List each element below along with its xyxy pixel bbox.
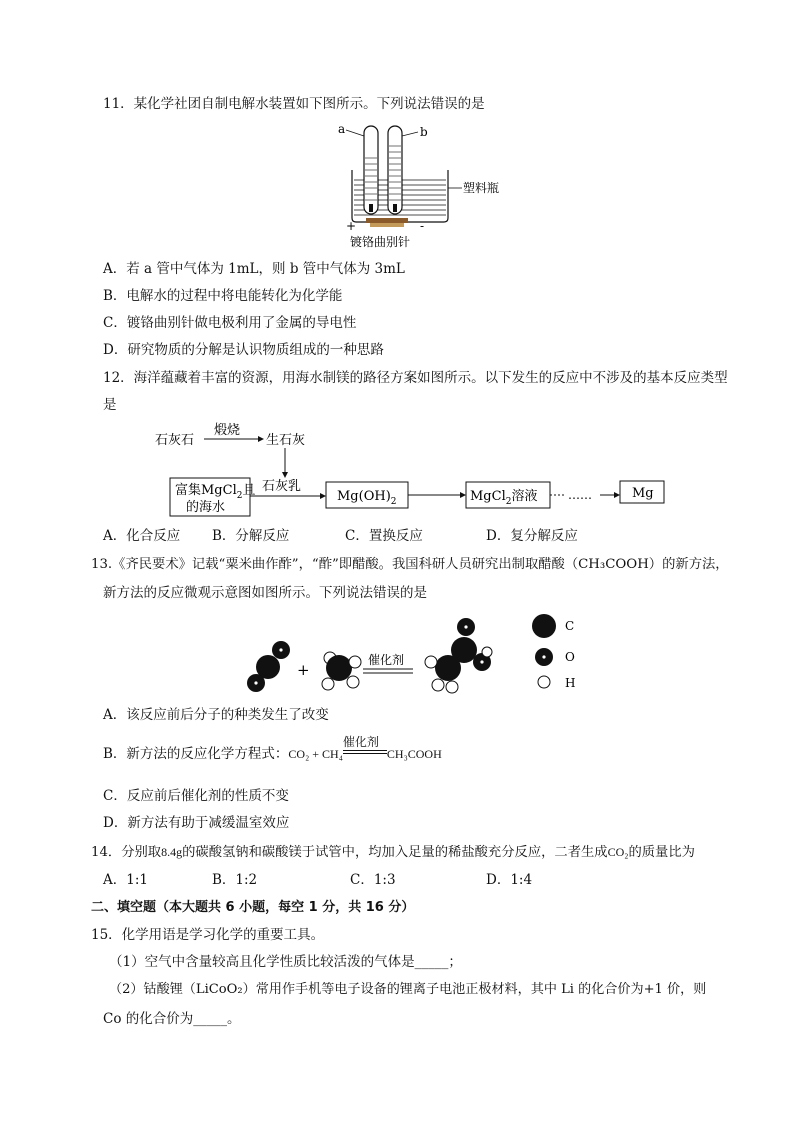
q14-option-c: C．1:3 [350, 872, 396, 888]
equation-right: CH₃COOH [386, 747, 442, 761]
q12-stem-line1: 12．海洋蕴藏着丰富的资源，用海水制镁的路径方案如图所示。以下发生的反应中不涉及的基本反应类型 [103, 370, 728, 386]
equation-arrow [342, 735, 387, 763]
seawater-and: 且 [242, 483, 256, 498]
mgoh-sub: 2 [390, 497, 397, 507]
q15-sub2-line1: （2）钴酸锂（LiCoO₂）常用作手机等电子设备的锂离子电池正极材料，其中 Li 的化合价为+1 价，则 [109, 982, 707, 997]
q13-option-b [103, 735, 442, 763]
q14-option-b: B．1:2 [212, 872, 258, 888]
mgcl2-tail: 溶液 [511, 489, 538, 504]
mgcl2-sub: 2 [505, 497, 512, 507]
q15-sub2-line2: Co 的化合价为_____。 [103, 1011, 241, 1027]
q14-stem-part1: 14．分别取 [91, 845, 162, 860]
q11-stem: 11．某化学社团自制电解水装置如下图所示。下列说法错误的是 [103, 96, 485, 112]
tube-b-label: b [420, 125, 428, 139]
catalyst-label: 催化剂 [368, 653, 405, 667]
equation-left: CO₂ + CH₄ [288, 747, 343, 761]
q15-sub1: （1）空气中含量较高且化学性质比较活泼的气体是_____； [109, 954, 462, 970]
q13-option-a: A．该反应前后分子的种类发生了改变 [103, 707, 329, 723]
seawater-line3: 的海水 [186, 500, 226, 515]
calcine-label: 煅烧 [214, 423, 241, 438]
seawater-line1: 富集MgCl [175, 483, 237, 498]
q14-stem-part2: 的碳酸氢钠和碳酸镁于试管中，均加入足量的稀盐酸充分反应，二者生成 [182, 845, 608, 860]
legend-o: O [565, 650, 575, 664]
mg-label: Mg [632, 486, 654, 501]
q12-option-a: A．化合反应 [103, 528, 181, 544]
tube-a-label: a [338, 122, 346, 136]
q12-stem-line2: 是 [103, 397, 117, 413]
q12-option-c: C．置换反应 [345, 528, 423, 544]
q15-stem: 15．化学用语是学习化学的重要工具。 [91, 927, 325, 943]
q14-stem-part3: 的质量比为 [628, 845, 695, 860]
q11-option-a: A．若 a 管中气体为 1mL，则 b 管中气体为 3mL [103, 261, 405, 277]
q11-option-d: D．研究物质的分解是认识物质组成的一种思路 [103, 342, 384, 358]
limestone-label: 石灰石 [155, 433, 195, 448]
flow-dots: …… [568, 488, 592, 502]
q13-option-b-prefix: B．新方法的反应化学方程式： [103, 746, 289, 762]
q12-option-d: D．复分解反应 [486, 528, 578, 544]
q13-stem-line2: 新方法的反应微观示意图如图所示。下列说法错误的是 [103, 585, 427, 601]
equation-catalyst: 催化剂 [342, 735, 379, 749]
q12-flow-figure [150, 418, 680, 522]
reactant-plus: + [297, 661, 310, 679]
q13-option-c: C．反应前后催化剂的性质不变 [103, 788, 289, 804]
q11-electrolysis-figure [330, 118, 500, 250]
q13-molecule-figure [235, 612, 595, 702]
mgcl2-label: MgCl [470, 489, 506, 504]
q14-mass: 8.4g [161, 845, 183, 859]
seawater-sub: 2 [236, 491, 243, 501]
bottle-label: 塑料瓶 [463, 181, 500, 195]
quicklime-label: 生石灰 [266, 433, 306, 448]
limemilk-label: 石灰乳 [262, 479, 302, 494]
q14-co2: CO₂ [607, 845, 629, 859]
q14-option-d: D．1:4 [486, 872, 533, 888]
q14-stem [91, 843, 695, 862]
legend-c: C [565, 619, 575, 633]
q13-option-d: D．新方法有助于减缓温室效应 [103, 815, 290, 831]
plus-sign: + [346, 219, 357, 233]
legend-h: H [565, 676, 576, 690]
minus-sign: - [420, 219, 425, 233]
section-heading: 二、填空题（本大题共 6 小题，每空 1 分，共 16 分） [91, 900, 415, 915]
q11-option-c: C．镀铬曲别针做电极利用了金属的导电性 [103, 315, 357, 331]
q12-option-b: B．分解反应 [212, 528, 290, 544]
mgoh-label: Mg(OH) [337, 489, 391, 504]
pins-label: 镀铬曲别针 [350, 235, 411, 249]
q13-stem-line1: 13.《齐民要术》记载“粟米曲作酢”，“酢”即醋酸。我国科研人员研究出制取醋酸（CH₃COOH）的新方法， [91, 557, 729, 572]
q11-option-b: B．电解水的过程中将电能转化为化学能 [103, 288, 343, 304]
q14-option-a: A．1:1 [103, 872, 148, 888]
